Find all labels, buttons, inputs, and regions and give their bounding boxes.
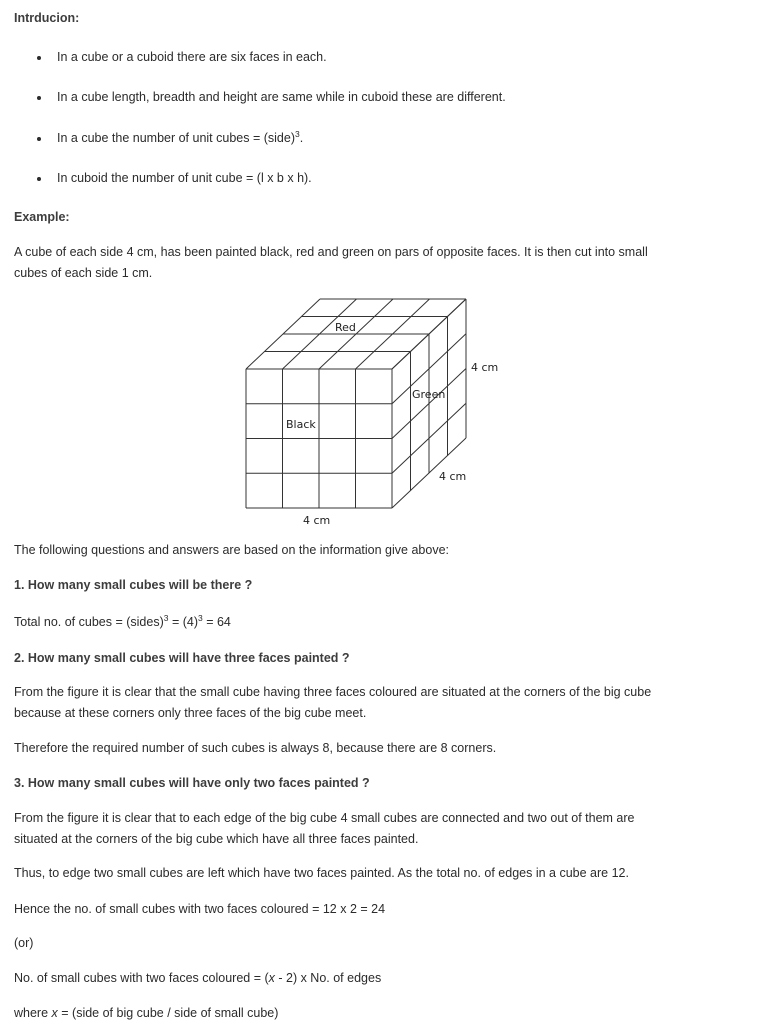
question-1: 1. How many small cubes will be there ? — [14, 578, 253, 592]
width-dimension-label: 4 cm — [303, 514, 331, 527]
bullet-text: In a cube the number of unit cubes = (side)$^3$. — [57, 128, 304, 145]
answer-3-line4: Hence the no. of small cubes with two faces coloured = 12 x 2 = 24 — [14, 902, 386, 916]
bullet-dot-icon — [37, 56, 41, 60]
height-dimension-label: 4 cm — [471, 361, 499, 374]
question-2: 2. How many small cubes will have three faces painted ? — [14, 651, 350, 665]
answer-3-where: where x = (side of big cube / side of small cube) — [14, 1006, 279, 1020]
answer-2-line1: From the figure it is clear that the small cube having three faces coloured are situated at the corners of the big cube — [14, 685, 652, 699]
bullet-text: In a cube or a cuboid there are six faces in each. — [57, 50, 327, 64]
answer-3-line2: situated at the corners of the big cube which have all three faces painted. — [14, 832, 419, 846]
bullet-dot-icon — [37, 177, 41, 181]
bullet-dot-icon — [37, 96, 41, 100]
bullet-dot-icon — [37, 137, 41, 141]
bullet-text: In a cube length, breadth and height are same while in cuboid these are different. — [57, 90, 506, 104]
example-text-line1: A cube of each side 4 cm, has been painted black, red and green on pars of opposite faces. It is then cut into small — [14, 245, 648, 259]
answer-3-line1: From the figure it is clear that to each edge of the big cube 4 small cubes are connected and two out of them are — [14, 811, 635, 825]
cube-grid — [246, 299, 466, 508]
cube-figure — [200, 290, 520, 535]
front-face-label: Black — [286, 418, 316, 431]
answer-1: Total no. of cubes = (sides)$^3$ = $(4)^3 = 64$ — [14, 612, 231, 629]
questions-intro: The following questions and answers are based on the information give above: — [14, 543, 449, 557]
example-heading: Example: — [14, 210, 70, 224]
answer-3-formula: No. of small cubes with two faces coloured = (x - 2) x No. of edges — [14, 971, 382, 985]
answer-2-line2: because at these corners only three faces of the big cube meet. — [14, 706, 367, 720]
intro-heading: Intrducion: — [14, 11, 80, 25]
answer-2-line3: Therefore the required number of such cubes is always 8, because there are 8 corners. — [14, 741, 497, 755]
side-face-label: Green — [412, 388, 446, 401]
bullet-text: In cuboid the number of unit cube = (l x b x h). — [57, 171, 312, 185]
answer-3-line3: Thus, to edge two small cubes are left which have two faces painted. As the total no. of edges in a cube are 12. — [14, 866, 629, 880]
depth-dimension-label: 4 cm — [439, 470, 467, 483]
answer-3-or: (or) — [14, 936, 34, 950]
top-face-label: Red — [335, 321, 356, 334]
example-text-line2: cubes of each side 1 cm. — [14, 266, 153, 280]
question-3: 3. How many small cubes will have only two faces painted ? — [14, 776, 370, 790]
